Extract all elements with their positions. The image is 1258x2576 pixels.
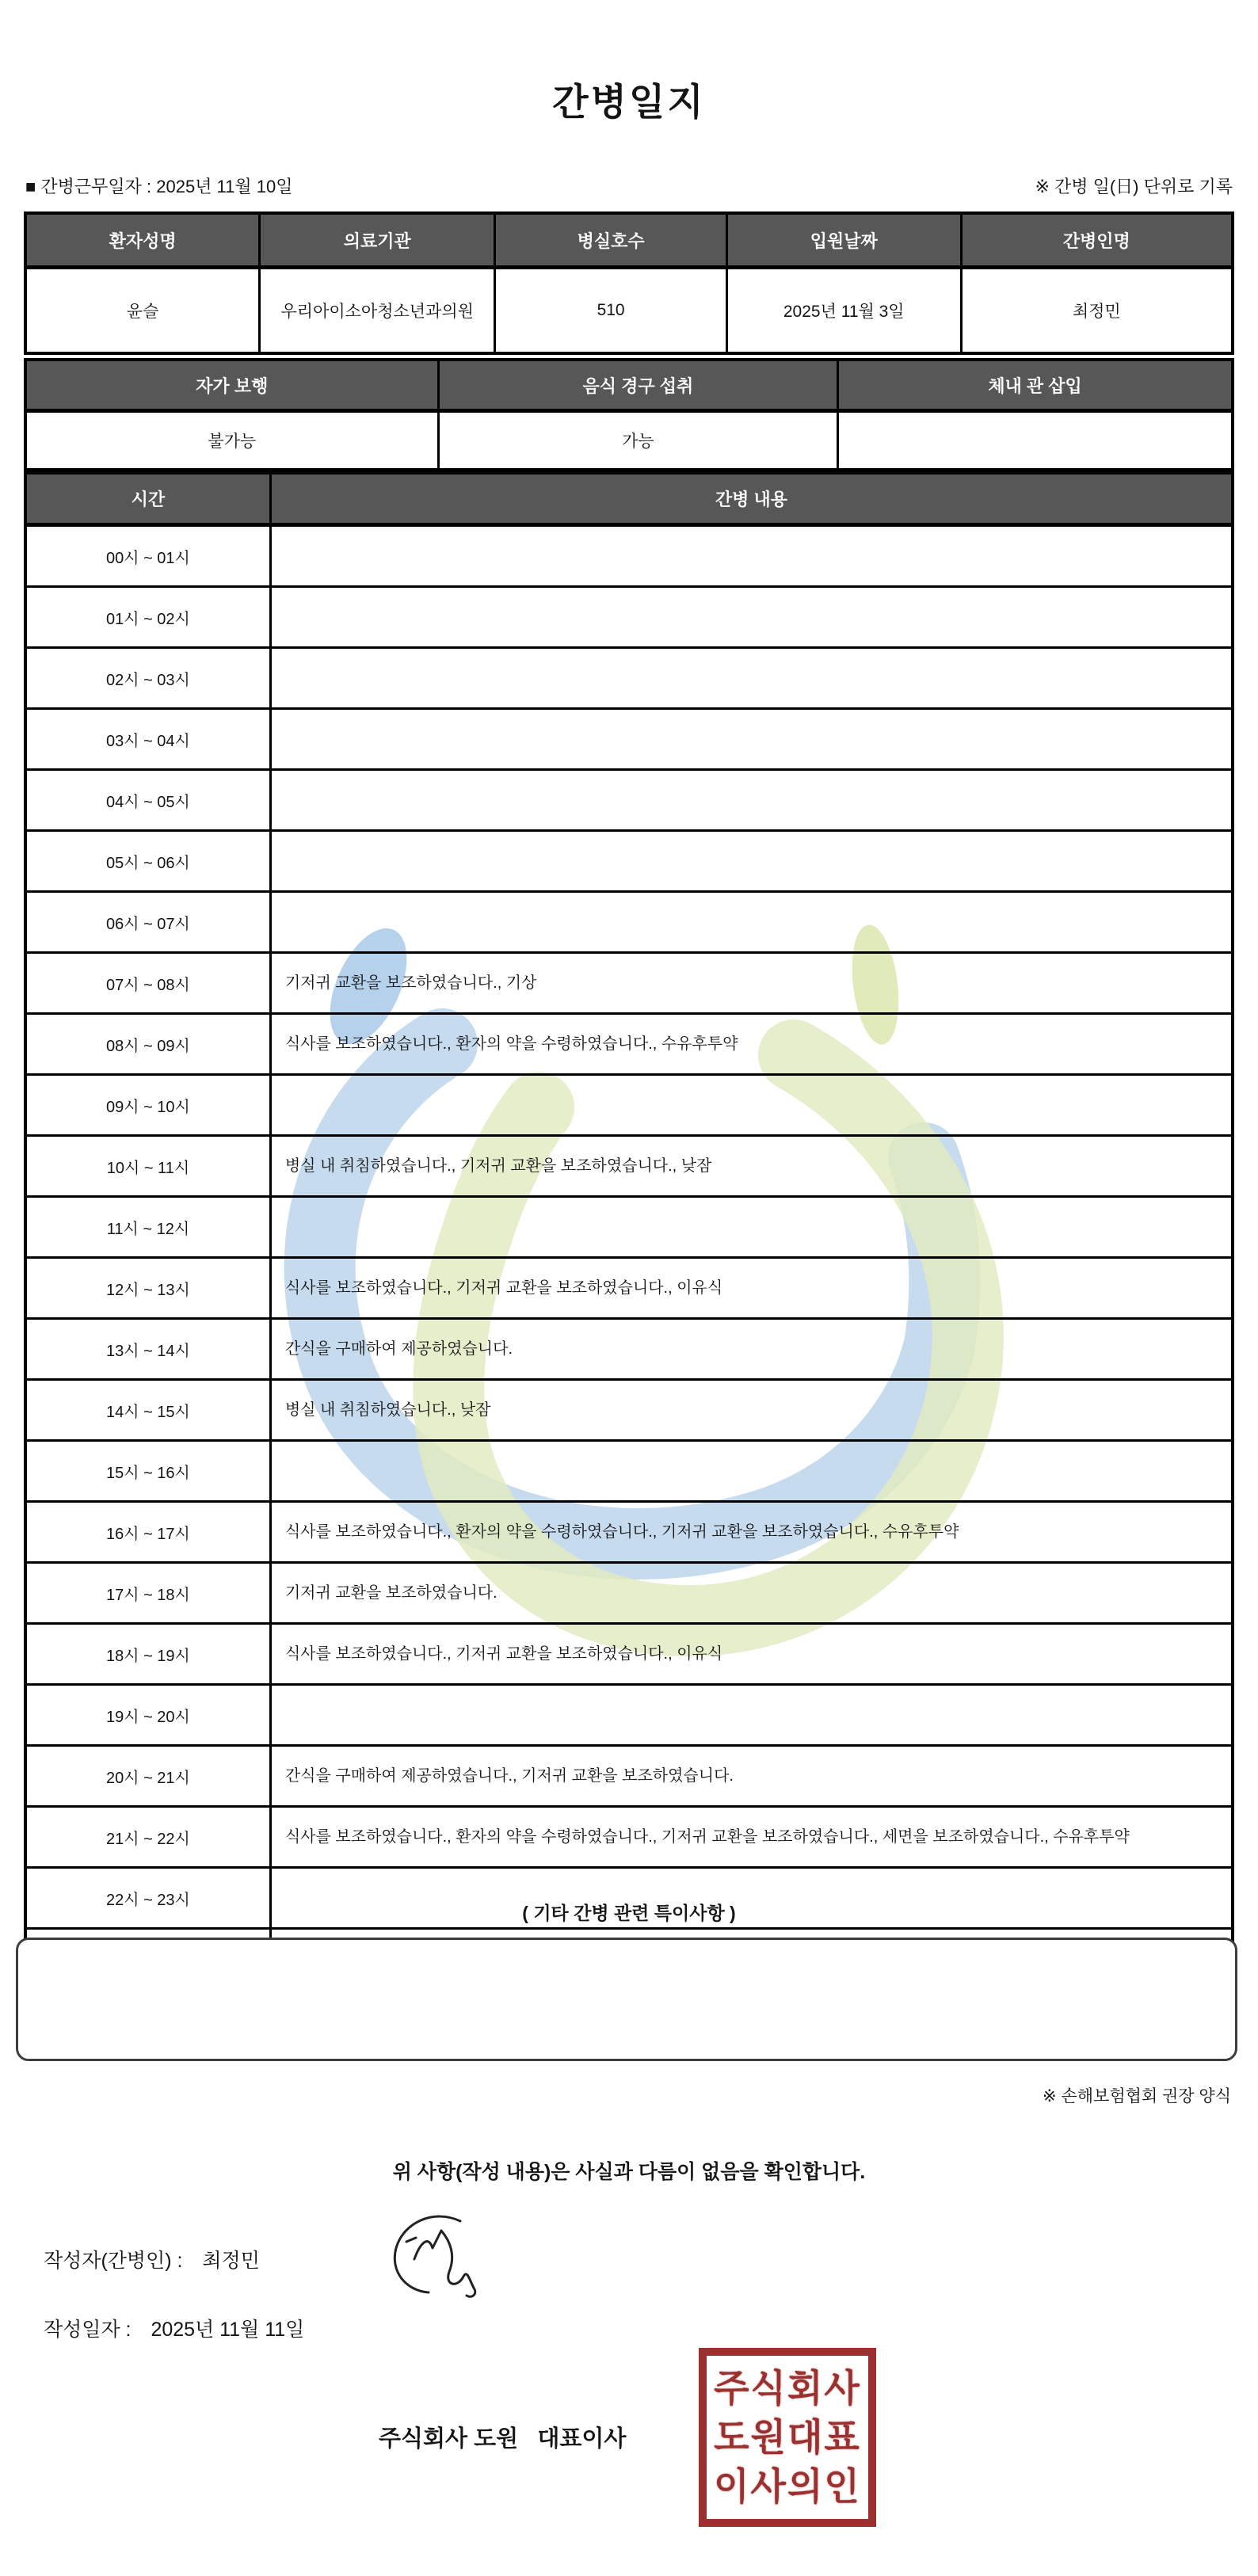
stamp-line-1: 주식회사 <box>714 2366 861 2410</box>
care-time-cell: 17시 ~ 18시 <box>25 1563 270 1624</box>
care-time-cell: 00시 ~ 01시 <box>25 525 270 587</box>
care-log-row <box>25 1380 1233 1441</box>
care-content-column-header: 간병 내용 <box>270 473 1233 525</box>
care-log-row <box>25 1014 1233 1075</box>
writer-line <box>44 2245 260 2273</box>
care-log-row <box>25 1136 1233 1197</box>
stamp-line-3: 이사의인 <box>714 2464 861 2509</box>
self-walking-header: 자가 보행 <box>25 360 438 411</box>
care-content-cell <box>270 892 1233 953</box>
duty-date-line: ■ 간병근무일자 : 2025년 11월 10일 <box>25 177 293 196</box>
care-time-cell: 21시 ~ 22시 <box>25 1807 270 1868</box>
care-log-row <box>25 831 1233 892</box>
care-time-cell: 13시 ~ 14시 <box>25 1319 270 1380</box>
care-time-cell: 03시 ~ 04시 <box>25 709 270 770</box>
care-time-cell: 19시 ~ 20시 <box>25 1685 270 1746</box>
care-time-cell: 05시 ~ 06시 <box>25 831 270 892</box>
care-time-cell: 11시 ~ 12시 <box>25 1197 270 1258</box>
recommended-form-note: ※ 손해보험협회 권장 양식 <box>1043 2087 1231 2105</box>
care-log-row <box>25 1258 1233 1319</box>
corporate-seal-stamp <box>699 2348 876 2527</box>
meta-row <box>25 173 1233 198</box>
patient-info-table <box>24 211 1234 355</box>
caregiver-name-value: 최정민 <box>961 268 1233 354</box>
oral-intake-value: 가능 <box>438 411 837 471</box>
stamp-line-2: 도원대표 <box>714 2415 861 2460</box>
care-time-cell: 16시 ~ 17시 <box>25 1502 270 1563</box>
care-log-row <box>25 525 1233 587</box>
care-log-row <box>25 770 1233 831</box>
caregiver-name-header: 간병인명 <box>961 213 1233 268</box>
care-content-cell: 간식을 구매하여 제공하였습니다., 기저귀 교환을 보조하였습니다. <box>270 1746 1233 1807</box>
care-content-cell <box>270 587 1233 648</box>
care-time-cell: 22시 ~ 23시 <box>25 1868 270 1929</box>
care-time-cell: 20시 ~ 21시 <box>25 1746 270 1807</box>
admission-date-value: 2025년 11월 3일 <box>726 268 961 354</box>
care-content-cell <box>270 831 1233 892</box>
institution-header: 의료기관 <box>260 213 495 268</box>
care-log-row <box>25 648 1233 709</box>
special-notes-title: ( 기타 간병 관련 특이사항 ) <box>522 1903 736 1923</box>
care-log-row <box>25 953 1233 1014</box>
writer-name: 최정민 <box>202 2250 260 2272</box>
care-log-row <box>25 1075 1233 1136</box>
self-walking-value: 불가능 <box>25 411 438 471</box>
care-time-cell: 07시 ~ 08시 <box>25 953 270 1014</box>
care-content-cell <box>270 648 1233 709</box>
care-content-cell: 식사를 보조하였습니다., 환자의 약을 수령하였습니다., 기저귀 교환을 보조하였습니다., 세면을 보조하였습니다., 수유후투약 <box>270 1807 1233 1868</box>
care-content-cell <box>270 770 1233 831</box>
care-time-cell: 09시 ~ 10시 <box>25 1075 270 1136</box>
care-time-cell: 04시 ~ 05시 <box>25 770 270 831</box>
care-content-cell: 병실 내 취침하였습니다., 기저귀 교환을 보조하였습니다., 낮잠 <box>270 1136 1233 1197</box>
care-log-row <box>25 1502 1233 1563</box>
care-time-cell: 02시 ~ 03시 <box>25 648 270 709</box>
write-date-line <box>44 2314 304 2342</box>
care-content-cell: 식사를 보조하였습니다., 환자의 약을 수령하였습니다., 수유후투약 <box>270 1014 1233 1075</box>
care-log-row <box>25 1746 1233 1807</box>
care-time-cell: 15시 ~ 16시 <box>25 1441 270 1502</box>
special-notes-box <box>16 1938 1237 2061</box>
tube-insertion-header: 체내 관 삽입 <box>838 360 1233 411</box>
care-content-cell <box>270 709 1233 770</box>
care-log-row <box>25 1807 1233 1868</box>
care-content-cell: 기저귀 교환을 보조하였습니다., 기상 <box>270 953 1233 1014</box>
oral-intake-header: 음식 경구 섭취 <box>438 360 837 411</box>
care-log-row <box>25 1685 1233 1746</box>
confirmation-statement: 위 사항(작성 내용)은 사실과 다름이 없음을 확인합니다. <box>392 2161 866 2183</box>
room-number-header: 병실호수 <box>495 213 727 268</box>
care-content-cell: 식사를 보조하였습니다., 기저귀 교환을 보조하였습니다., 이유식 <box>270 1258 1233 1319</box>
care-content-cell: 간식을 구매하여 제공하였습니다. <box>270 1319 1233 1380</box>
admission-date-header: 입원날짜 <box>726 213 961 268</box>
unit-note: ※ 간병 일(日) 단위로 기록 <box>1035 177 1233 196</box>
care-time-cell: 06시 ~ 07시 <box>25 892 270 953</box>
care-log-row <box>25 1624 1233 1685</box>
room-number-value: 510 <box>495 268 727 354</box>
patient-name-header: 환자성명 <box>25 213 260 268</box>
tube-insertion-value <box>838 411 1233 471</box>
write-date-value: 2025년 11월 11일 <box>151 2319 305 2341</box>
status-table <box>24 358 1234 471</box>
care-content-cell <box>270 1441 1233 1502</box>
signature-scribble <box>383 2210 509 2301</box>
care-log-row <box>25 709 1233 770</box>
care-content-cell <box>270 1197 1233 1258</box>
care-content-cell: 기저귀 교환을 보조하였습니다. <box>270 1563 1233 1624</box>
care-log-table <box>24 471 1234 1991</box>
care-time-cell: 01시 ~ 02시 <box>25 587 270 648</box>
care-time-cell: 14시 ~ 15시 <box>25 1380 270 1441</box>
writer-label: 작성자(간병인) : <box>44 2250 183 2272</box>
care-time-cell: 18시 ~ 19시 <box>25 1624 270 1685</box>
page-title: 간병일지 <box>552 81 706 123</box>
care-time-cell: 08시 ~ 09시 <box>25 1014 270 1075</box>
care-time-cell: 10시 ~ 11시 <box>25 1136 270 1197</box>
care-log-row <box>25 587 1233 648</box>
patient-name-value: 윤슬 <box>25 268 260 354</box>
care-log-row <box>25 1441 1233 1502</box>
care-content-cell: 병실 내 취침하였습니다., 낮잠 <box>270 1380 1233 1441</box>
care-content-cell: 식사를 보조하였습니다., 환자의 약을 수령하였습니다., 기저귀 교환을 보조하였습니다., 수유후투약 <box>270 1502 1233 1563</box>
care-log-row <box>25 1197 1233 1258</box>
care-content-cell <box>270 1685 1233 1746</box>
institution-value: 우리아이소아청소년과의원 <box>260 268 495 354</box>
care-content-cell: 식사를 보조하였습니다., 기저귀 교환을 보조하였습니다., 이유식 <box>270 1624 1233 1685</box>
company-ceo-line: 주식회사 도원 대표이사 <box>379 2426 627 2452</box>
time-column-header: 시간 <box>25 473 270 525</box>
care-log-row <box>25 892 1233 953</box>
write-date-label: 작성일자 : <box>44 2319 132 2341</box>
care-time-cell: 12시 ~ 13시 <box>25 1258 270 1319</box>
care-content-cell <box>270 525 1233 587</box>
care-content-cell <box>270 1075 1233 1136</box>
care-log-row <box>25 1563 1233 1624</box>
care-log-row <box>25 1319 1233 1380</box>
